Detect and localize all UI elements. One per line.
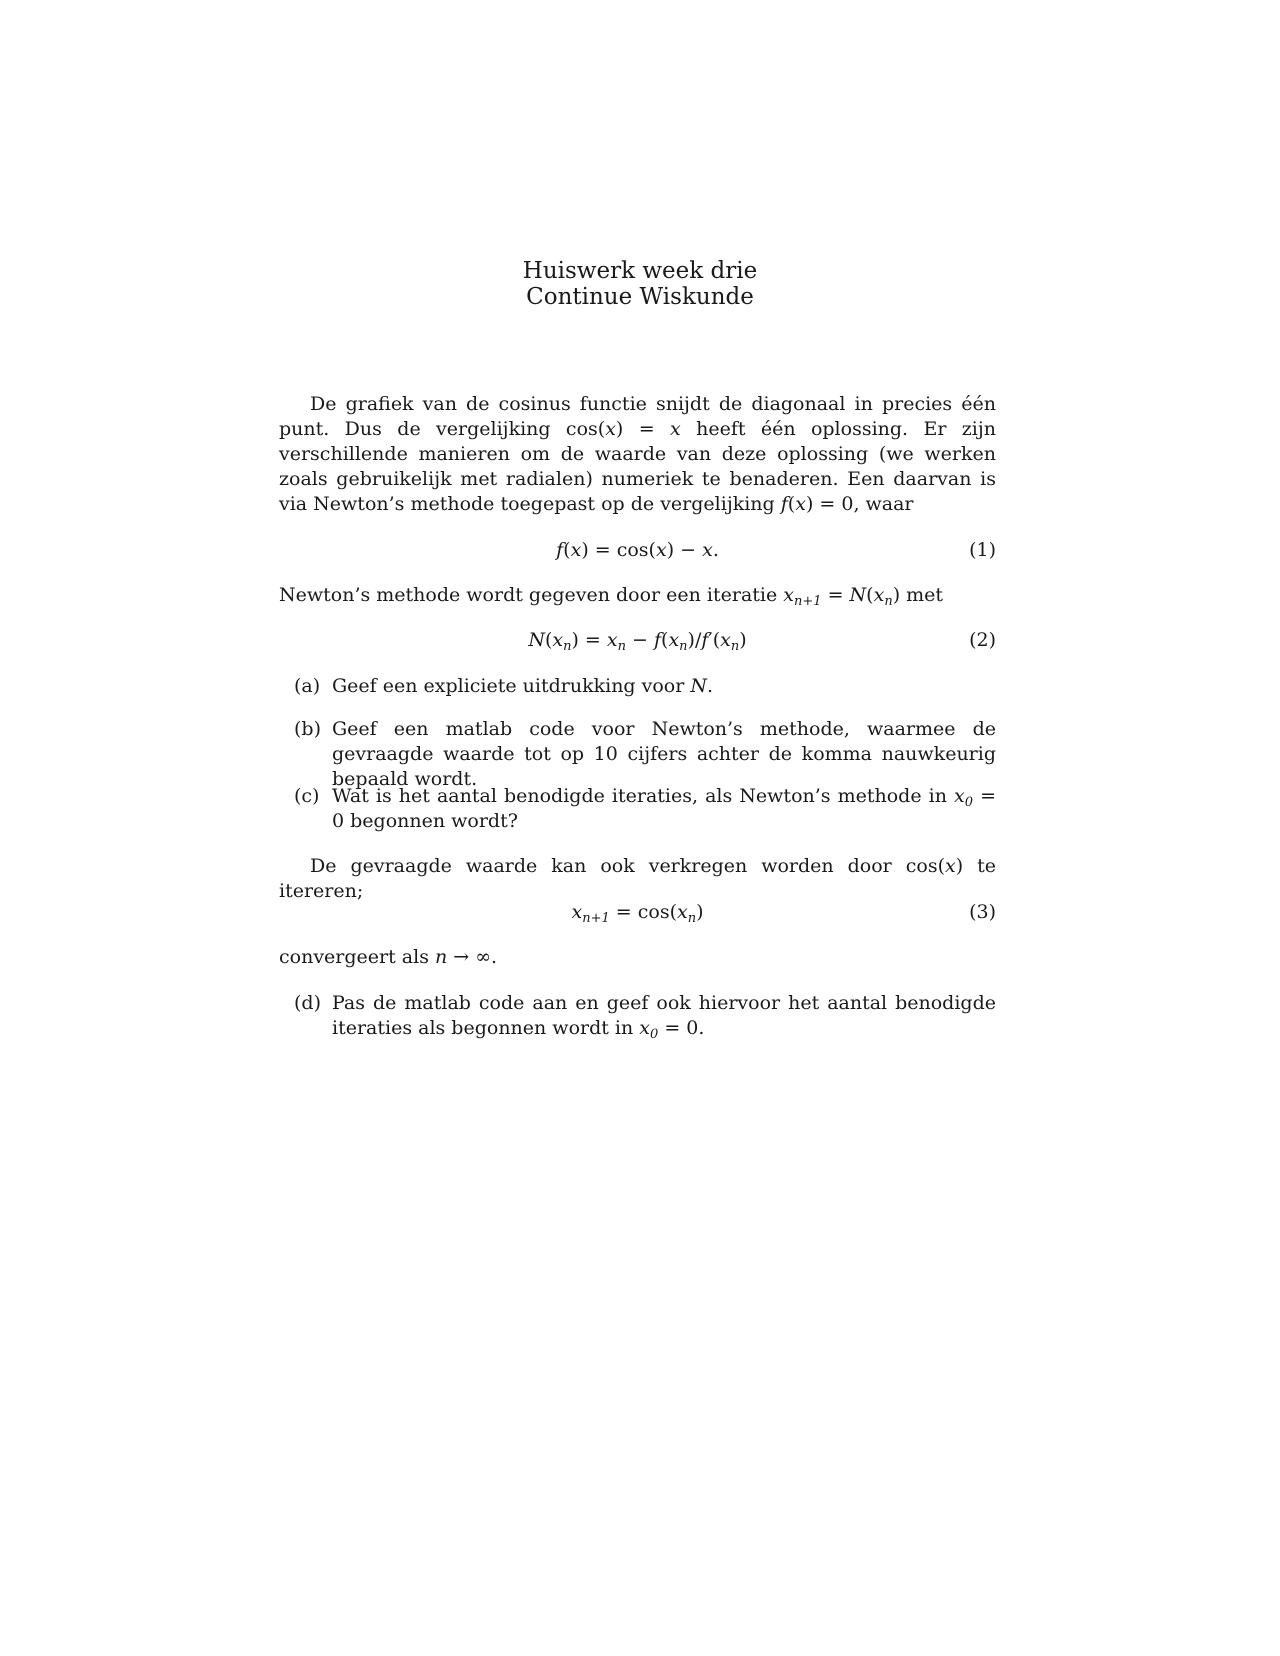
item-label: (c) xyxy=(294,785,320,807)
list-item-a: (a) Geef een expliciete uitdrukking voor N. xyxy=(294,675,714,697)
item-label: (d) xyxy=(294,992,321,1014)
equation-number: (1) xyxy=(969,539,996,561)
title-block xyxy=(0,258,1280,310)
item-label: (a) xyxy=(294,675,321,697)
list-item-c: (c) Wat is het aantal benodigde iteraties, als Newton’s methode in $x_0 = 0$ begonnen wordt? xyxy=(294,785,996,832)
equation-1: f(x) = cos(x) − x. (1) xyxy=(556,539,996,561)
intro-block xyxy=(279,392,996,517)
document-title: Huiswerk week drie xyxy=(522,258,758,284)
list-item-b: (b) Geef een matlab code voor Newton’s methode, waarmee de gevraagde waarde tot op 10 cijfers achter de komma nauwkeurig bepaald wordt. xyxy=(294,718,996,790)
intro-paragraph: De grafiek van de cosinus functie snijdt de diagonaal in precies één punt. Dus de vergelijking cos(x) = x heeft één oplossing. Er zijn verschillende manieren om de waarde van deze oplossing (we werken zoals gebruikelijk met radialen) numeriek te benaderen. Een daarvan is via Newton’s methode toegepast op de vergelijking f(x) = 0, waar xyxy=(279,393,997,515)
cos-sentence: De gevraagde waarde kan ook verkregen worden door cos(x) te itereren; xyxy=(279,855,996,902)
document-subtitle: Continue Wiskunde xyxy=(526,284,754,310)
list-item-d: (d) Pas de matlab code aan en geef ook hiervoor het aantal benodigde iteraties als begonnen wordt in $x_0 = 0$. xyxy=(294,992,996,1042)
equation-3: $x_{n+1} = \cos(x_n)$ (3) xyxy=(571,901,996,926)
converge-sentence: convergeert als n → ∞. xyxy=(279,946,498,968)
newton-sentence: Newton’s methode wordt gegeven door een iteratie $x_{n+1} = N(x_n)$ met xyxy=(279,584,944,609)
equation-2: $N(x_n) = x_n - f(x_n)/f'(x_n)$ (2) xyxy=(528,629,996,654)
equation-number: (3) xyxy=(969,901,996,923)
equation-number: (2) xyxy=(969,629,996,651)
item-label: (b) xyxy=(294,718,321,740)
